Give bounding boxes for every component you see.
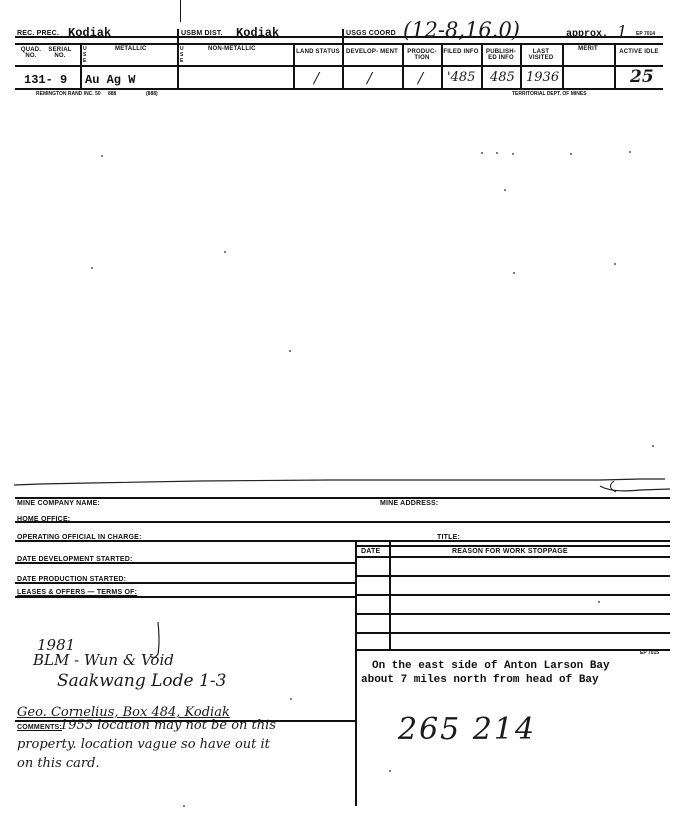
speck (389, 770, 391, 772)
comment-line-2: property. location vague so have out it (17, 737, 270, 752)
header-line-bottom (15, 88, 663, 90)
row-metallic: Au Ag W (85, 73, 136, 87)
speck (289, 350, 291, 352)
row-land-status: / (314, 69, 320, 87)
hand-blm: BLM - Wun & Void (33, 651, 174, 669)
usbm-dist-value: Kodiak (236, 26, 280, 40)
usgs-coord-value: (12-8,16.0) (403, 18, 520, 42)
col-div-3 (293, 43, 295, 89)
stoppage-reason-label: REASON FOR WORK STOPPAGE (452, 548, 568, 555)
speck (183, 805, 185, 807)
col-development: DEVELOP- MENT (346, 49, 398, 55)
stoppage-date-col (389, 541, 391, 650)
speck (481, 152, 483, 154)
top-tick-mark (180, 0, 181, 22)
line-stoppage-header (355, 545, 670, 547)
col-div-2 (177, 29, 179, 89)
usgs-coord-label: USGS COORD (346, 30, 396, 37)
row-published-info: 485 (490, 70, 515, 85)
col-non-metallic: NON-METALLIC (208, 46, 256, 52)
line-stoppage-r3 (355, 594, 670, 596)
col-filed-info: FILED INFO (443, 49, 479, 55)
line-stoppage-r6 (355, 649, 670, 651)
rec-prec-label: REC. PREC. (17, 30, 60, 37)
mine-address-label: MINE ADDRESS: (380, 500, 439, 507)
col-published-info: PUBLISH- ED INFO (486, 49, 516, 61)
location-line-2: about 7 miles north from head of Bay (361, 674, 599, 686)
col-production: PRODUC- TION (407, 49, 437, 61)
approx-label: approx. (566, 29, 609, 40)
speck (101, 155, 103, 157)
speck (504, 189, 506, 191)
operating-official-label: OPERATING OFFICIAL IN CHARGE: (17, 534, 142, 541)
form-code-top: EP 7014 (636, 31, 656, 37)
leases-label: LEASES & OFFERS — TERMS OF: (17, 589, 138, 596)
speck (290, 698, 292, 700)
line-stoppage-r2 (355, 575, 670, 577)
location-line-1: On the east side of Anton Larson Bay (372, 660, 610, 672)
speck (652, 445, 654, 447)
col-serial-no: SERIAL NO. (48, 47, 72, 59)
printer-label: REMINGTON RAND INC. 50 (36, 91, 101, 97)
stoppage-date-label: DATE (361, 548, 381, 555)
row-production: / (418, 69, 424, 87)
form-code-bottom: EP 7015 (640, 650, 660, 656)
title-label: TITLE: (437, 534, 460, 541)
col-use-1: U S E (83, 46, 87, 64)
row-filed-info: '485 (447, 70, 476, 85)
approx-value: 1 (617, 22, 628, 41)
col-land-status: LAND STATUS (296, 49, 340, 55)
col-use-2: U S E (180, 46, 184, 64)
speck (614, 263, 616, 265)
date-dev-label: DATE DEVELOPMENT STARTED: (17, 556, 133, 563)
line-stoppage-r1 (355, 556, 670, 558)
row-last-visited: 1936 (526, 70, 560, 85)
speck (496, 152, 498, 154)
line-stoppage-r4 (355, 613, 670, 615)
comments-label: COMMENTS: (17, 724, 62, 731)
row-development: / (367, 69, 373, 87)
col-last-visited: LAST VISITED (528, 49, 554, 61)
usbm-dist-label: USBM DIST. (181, 30, 223, 37)
card-top-edge (0, 475, 678, 499)
col-merit: MERIT (578, 46, 598, 52)
row-active-idle: 25 (630, 67, 654, 87)
speck (512, 153, 514, 155)
hand-owner: Geo. Cornelius, Box 484, Kodiak (17, 705, 230, 720)
hand-number: 265 214 (398, 712, 537, 747)
comment-line-3: on this card. (17, 756, 100, 771)
dept-label: TERRITORIAL DEPT. OF MINES (512, 91, 587, 97)
col-quad-no: QUAD. NO. (20, 47, 42, 59)
date-prod-label: DATE PRODUCTION STARTED: (17, 576, 127, 583)
hand-1981: 1981 (37, 636, 76, 654)
printer-code-1: 888 (108, 91, 117, 97)
col-active-idle: ACTIVE IDLE (619, 49, 659, 55)
line-mine-company (15, 497, 670, 499)
printer-code-2: (888) (146, 91, 158, 97)
speck (570, 153, 572, 155)
col-div-1 (80, 43, 82, 89)
speck (598, 601, 600, 603)
line-home-office (15, 521, 670, 523)
col-metallic: METALLIC (115, 46, 147, 52)
stoppage-left-border (355, 541, 357, 806)
line-stoppage-r5 (355, 632, 670, 634)
hand-saakwang: Saakwang Lode 1-3 (57, 671, 227, 691)
speck (224, 251, 226, 253)
speck (91, 267, 93, 269)
col-div-4 (342, 29, 344, 89)
line-leases (15, 596, 355, 598)
header-line-row (15, 65, 663, 67)
home-office-label: HOME OFFICE: (17, 516, 71, 523)
row-quad-serial: 131- 9 (24, 73, 68, 87)
mine-company-label: MINE COMPANY NAME: (17, 500, 101, 507)
rec-prec-value: Kodiak (68, 26, 112, 40)
header-line-mid (15, 43, 663, 45)
comment-line-1: 1955 location may not be on this (60, 718, 276, 733)
speck (629, 151, 631, 153)
speck (513, 272, 515, 274)
